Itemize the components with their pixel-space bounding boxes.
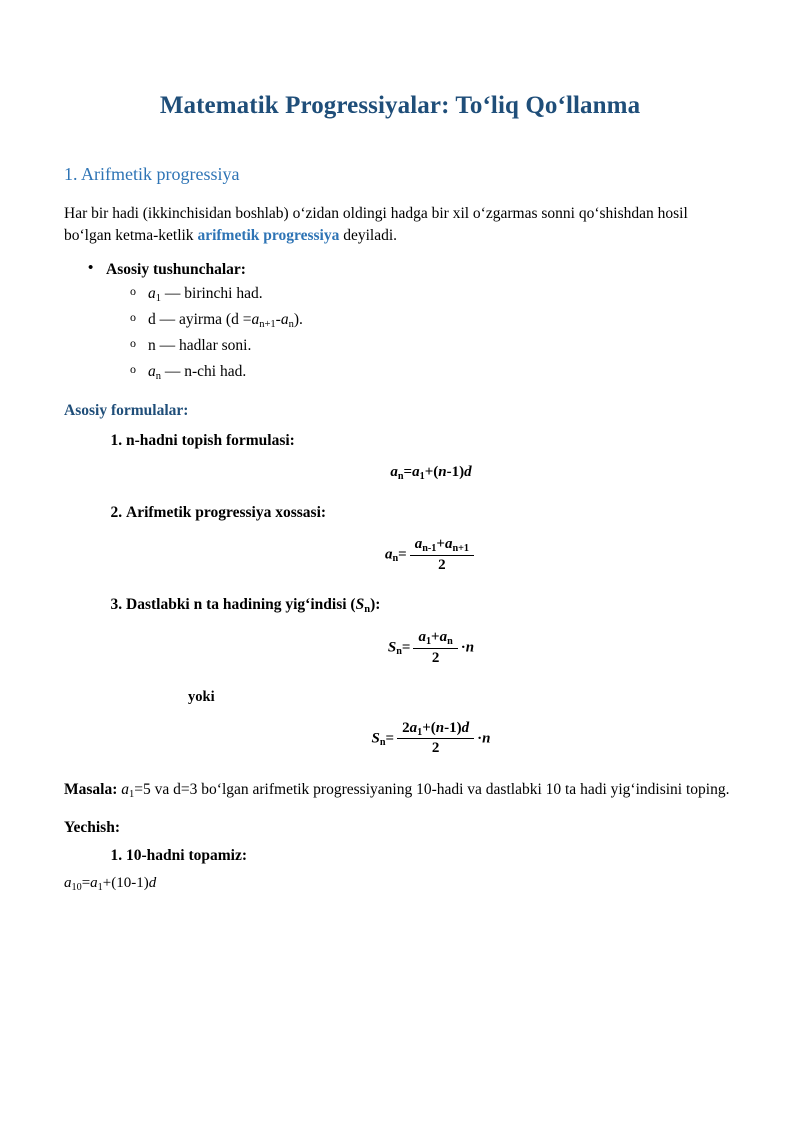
concepts-heading: Asosiy tushunchalar: (106, 261, 246, 278)
intro-paragraph (64, 203, 736, 247)
intro-accent-term: arifmetik progressiya (197, 227, 340, 244)
yechish-item-1: 10-hadni topamiz: (126, 847, 247, 865)
list-item: o d — ayirma $(d =a_{n+1}-a_n)$. (148, 309, 736, 332)
concepts-sublist (106, 283, 736, 384)
formula-2-expression: $a_n=$ $\frac{a_{n-1}+a_{n+1}}{2}$ (126, 536, 736, 574)
list-item (106, 261, 736, 384)
yechish-list (64, 847, 736, 865)
list-item (126, 847, 736, 865)
formula-3-label-prefix: Dastlabki n ta hadining yig‘indisi ( (126, 595, 356, 613)
concepts-list (64, 261, 736, 384)
formula-1-label: n-hadni topish formulasi: (126, 432, 295, 450)
formula-3-label-suffix: ): (370, 595, 381, 613)
list-item: o $a_n$ — n-chi had. (148, 361, 736, 384)
masala-label: Masala: (64, 781, 118, 799)
list-item (126, 504, 736, 574)
concept-a1-text: — birinchi had. (161, 285, 263, 302)
formulas-heading: Asosiy formulalar: (64, 402, 189, 420)
list-item: 3. Dastlabki n ta hadining yig‘indisi $(S_n)$: $S_n=$ $\frac{a_1+a_n}{2}$ ·n yoki $S_n=$ $\frac{2a_1+(n-1)d}{2}$ ·n (126, 596, 736, 758)
yechish-formula-1: $a_{10}=a_1+(10-1)d$ (64, 875, 157, 894)
formula-3b-expression: $S_n=$ $\frac{2a_1+(n-1)d}{2}$ ·n (371, 719, 491, 757)
list-item: o n — hadlar soni. (148, 335, 736, 357)
masala-paragraph: Masala: $a_1=5$ va d=3 bo‘lgan arifmetik progressiyaning 10-hadi va dastlabki 10 ta hadi yig‘indisini toping. (64, 781, 730, 801)
intro-text-after: deyiladi. (339, 227, 398, 244)
yechish-heading: Yechish: (64, 819, 120, 837)
intro-text-before: Har bir hadi (ikkinchisidan boshlab) o‘zidan oldingi hadga bir xil o‘zgarmas sonni qo‘shishdan hosil bo‘lgan ketma-ketlik (64, 205, 688, 244)
yoki-label: yoki (188, 688, 215, 705)
section-heading-arifmetik: 1. Arifmetik progressiya (64, 164, 240, 184)
formula-1-expression: $a_n=a_1+(n-1)d$ (390, 464, 472, 482)
list-item (126, 432, 736, 482)
formula-3-expression: $S_n=$ $\frac{a_1+a_n}{2}$ ·n (387, 628, 475, 666)
masala-text: va d=3 bo‘lgan arifmetik progressiyaning 10-hadi va dastlabki 10 ta hadi yig‘indisini toping. (150, 781, 730, 799)
concept-an-text: — n-chi had. (161, 362, 247, 380)
list-item: o $a_1$ — birinchi had. (148, 283, 736, 306)
page-title: Matematik Progressiyalar: To‘liq Qo‘llanma (159, 92, 641, 119)
formula-2-label: Arifmetik progressiya xossasi: (126, 503, 327, 521)
formulas-list (64, 432, 736, 757)
